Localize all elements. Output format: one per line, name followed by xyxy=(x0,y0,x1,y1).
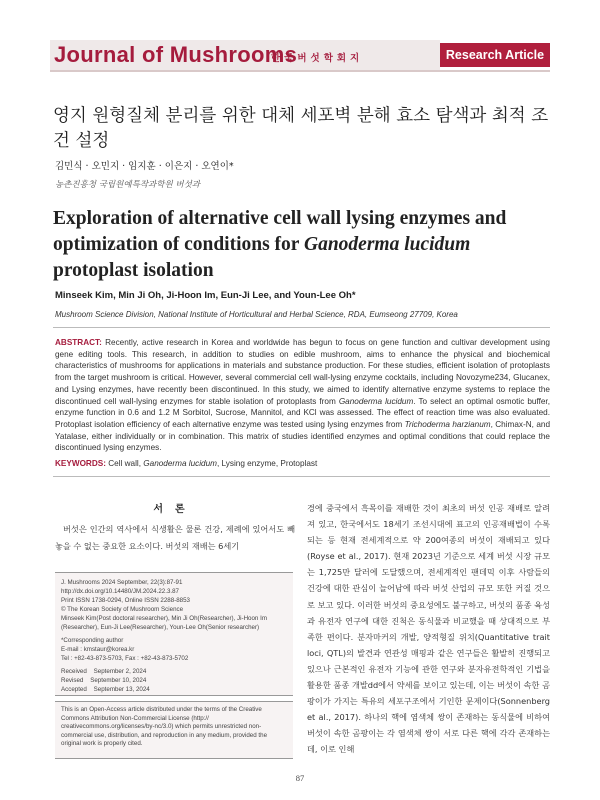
page-number: 87 xyxy=(295,773,305,783)
authors-english: Minseek Kim, Min Ji Oh, Ji-Hoon Im, Eun-Ji Lee, and Youn-Lee Oh* xyxy=(55,290,356,301)
accepted-date: Accepted September 13, 2024 xyxy=(61,686,150,693)
affiliation-english: Mushroom Science Division, National Institute of Horticultural and Herbal Science, RDA, Eumseong 27709, Korea xyxy=(55,310,458,319)
authors-korean: 김민식 · 오민지 · 임지훈 · 이은지 · 오연이* xyxy=(55,161,234,172)
introduction-right-column: 경에 중국에서 흑목이를 재배한 것이 최초의 버섯 인공 재배로 알려져 있고, 한국에서도 18세기 조선시대에 표고의 인공재배법이 수록되는 등 현재 전세계적으로 약 200여종의 버섯이 재배되고 있다(Royse et al., 2017). 현재 2023년 기준으로 세계 버섯 시장 규모는 1,725만 달러에 도달했으며, 전세계적인 팬데믹 이후 사람들의 건강에 대한 관심이 늘어남에 따라 버섯 산업의 규모 또한 커질 것으로 보고 있다. 이러한 버섯의 중요성에도 불구하고, 버섯의 품종 육성과 유전자 연구에 대한 진척은 동식물과 비교했을 때 상대적으로 부족한 편이다. 분자마커의 개발, 양적형질 위치(Quantitative trait loci, QTL)의 발견과 연관성 매핑과 같은 연구들은 활발히 진행되고 있으나 근본적인 유전자 기능에 관한 연구와 분자유전학적인 기법을 활용한 품종 개발dd에서 약세를 보이고 있는데, 이는 버섯이 속한 곰팡이가 가지는 특유의 세포구조에서 기인한 문제이다(Sonnenberg et al., 2017). 하나의 핵에 염색체 쌍이 존재하는 동식물에 비하여 버섯이 속한 곰팡이는 각 염색체 쌍이 서로 다른 핵에 각각 존재하는데, 이로 인해 xyxy=(307,503,550,755)
received-date: Received September 2, 2024 xyxy=(61,668,147,675)
journal-header xyxy=(0,40,600,78)
abstract-label: ABSTRACT: xyxy=(55,338,102,347)
abstract-text-before: Recently, active research in Korea and worldwide has begun to focus on gene function and cultivar development using gene editing tools. This research, in addition to studies on edible mushroom, aims to enhance the physical and biochemical characteristics of mushrooms for applications in materials and substance production. For these studies, efficient isolation of protoplasts from the target mushroom is critical. However, several commercial cell wall-lysing enzyme cocktails, including Novozyme234, Glucanex, and Lysing enzymes, have recently been discontinued. In this study, we aimed to identify alternative enzyme systems to replace the discontinued cell wall-lysing enzymes for stable isolation of protoplasts from xyxy=(55,338,550,406)
journal-name: Journal of Mushrooms xyxy=(54,42,298,67)
section-heading-introduction: 서론 xyxy=(153,504,197,515)
doi-link[interactable]: http://dx.doi.org/10.14480/JM.2024.22.3.87 xyxy=(61,588,179,595)
abstract-text-after: , Chimax-N, and Yatalase, either individually or in combination. This matrix of studies identified enzymes and optimal conditions that could replace the discontinued lysing enzymes. xyxy=(55,419,550,453)
copyright: © The Korean Society of Mushroom Science xyxy=(61,606,184,613)
keywords-text-2: , Lysing enzyme, Protoplast xyxy=(217,459,318,468)
corresponding-author: *Corresponding author xyxy=(61,637,124,644)
abstract-text-middle: . To select an optimal osmotic buffer, enzyme function in 0.6 and 1.2 M Sorbitol, Sucrose, Mannitol, and KCl was assessed. The effect of reaction time was also evaluated. Protoplast isolation efficiency of each alternative enzyme was tested using lysing enzymes from xyxy=(55,396,550,429)
affiliation-korean: 농촌진흥청 국립원예특작과학원 버섯과 xyxy=(55,180,200,190)
abstract xyxy=(55,337,550,454)
license-box xyxy=(55,701,293,759)
title-korean: 영지 원형질체 분리를 위한 대체 세포벽 분해 효소 탐색과 최적 조건 설정 xyxy=(53,106,549,151)
abstract-species-2: Trichoderma harzianum xyxy=(404,419,491,429)
journal-korean-name: 한국버섯학회지 xyxy=(271,53,364,64)
title-english xyxy=(53,206,553,284)
title-english-species: Ganoderma lucidum xyxy=(303,234,471,255)
introduction-left-column: 버섯은 인간의 역사에서 식생활은 물론 건강, 제례에 있어서도 빼놓을 수 없는 중요한 요소이다. 버섯의 재배는 6세기 xyxy=(55,524,295,551)
title-english-part2: protoplast isolation xyxy=(53,260,214,281)
keywords-bottom-divider xyxy=(53,476,550,477)
abstract-species-1: Ganoderma lucidum xyxy=(338,396,414,406)
article-type-badge: Research Article xyxy=(440,43,550,67)
article-info-box xyxy=(55,572,293,696)
keywords xyxy=(55,459,317,468)
corresponding-email[interactable]: E-mail : kmstaur@korea.kr xyxy=(61,646,135,653)
header-divider xyxy=(50,70,550,72)
issn: Print ISSN 1738-0294, Online ISSN 2288-8853 xyxy=(61,597,190,604)
license-text: This is an Open-Access article distributed under the terms of the Creative Commons Attribution Non-Commercial License (http:// creativecommons.org/licenses/by-nc/3.0) which permits unrestricted non-commercial use, distribution, and reproduction in any medium, provided the original work is properly cited. xyxy=(61,706,268,748)
revised-date: Revised September 10, 2024 xyxy=(61,677,147,684)
abstract-top-divider xyxy=(53,327,550,328)
keywords-species: Ganoderma lucidum xyxy=(143,459,217,468)
keywords-text-1: Cell wall, xyxy=(105,459,144,468)
title-english-part1: Exploration of alternative cell wall lysing enzymes and optimization of conditions for xyxy=(53,208,507,255)
citation: J. Mushrooms 2024 September, 22(3):87-91 xyxy=(61,579,183,586)
author-roles: Minseek Kim(Post doctoral researcher), Min Ji Oh(Researcher), Ji-Hoon Im (Researcher), Eun-Ji Lee(Researcher), Youn-Lee Oh(Senior researcher) xyxy=(61,615,267,631)
corresponding-phone: Tel : +82-43-873-5703, Fax : +82-43-873-5702 xyxy=(61,655,189,662)
keywords-label: KEYWORDS: xyxy=(55,459,106,468)
